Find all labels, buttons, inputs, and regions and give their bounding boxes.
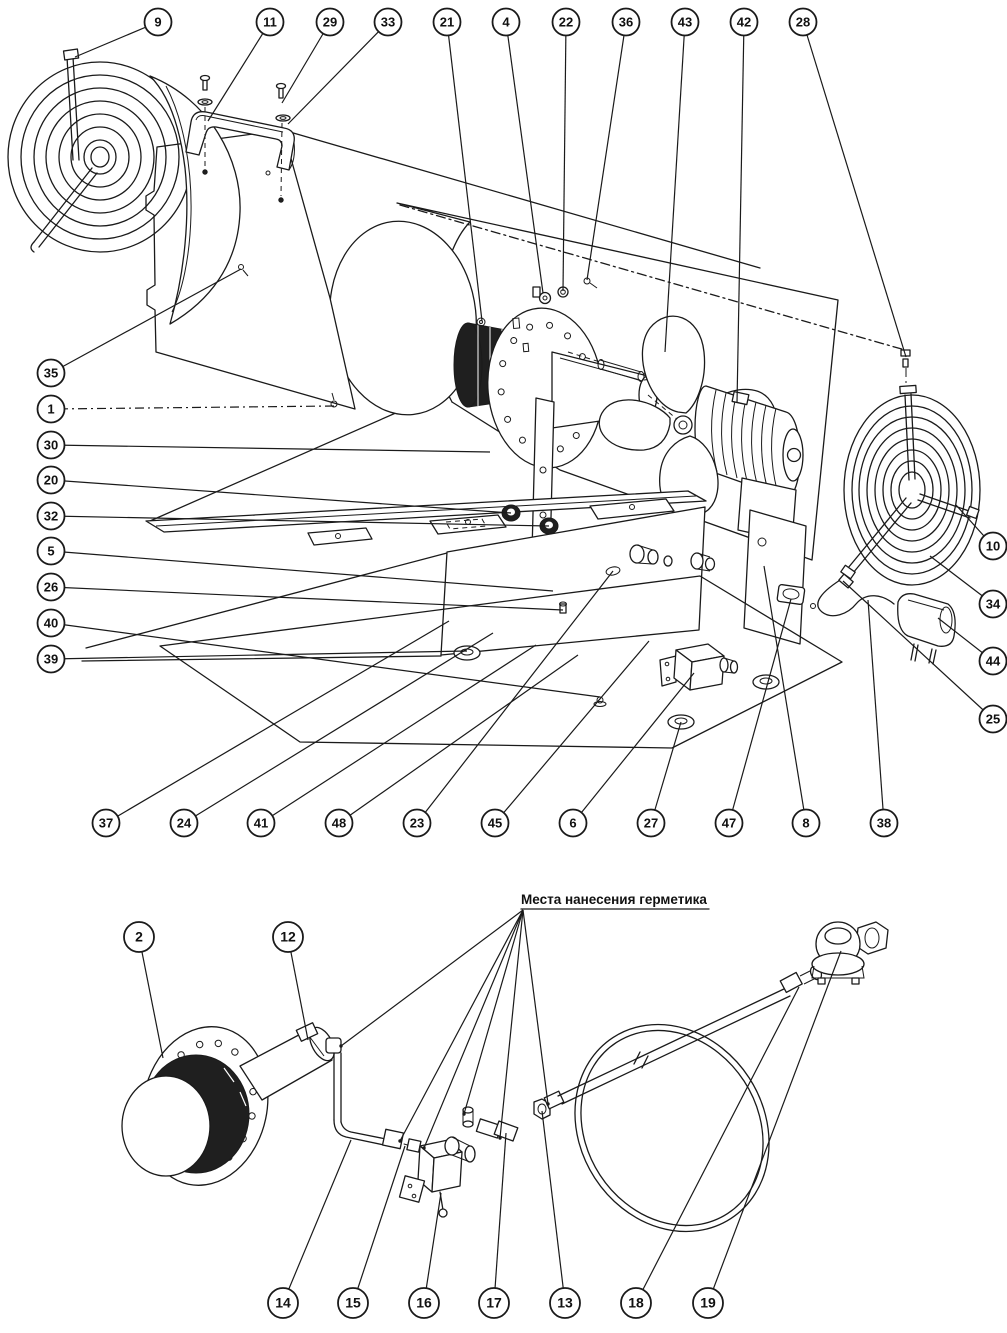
balloon-number-39: 39: [43, 651, 59, 667]
balloon-number-48: 48: [331, 815, 347, 831]
balloon-number-12: 12: [280, 928, 296, 945]
balloon-number-10: 10: [985, 538, 1001, 554]
balloon-27: [638, 722, 682, 837]
balloon-number-4: 4: [502, 14, 510, 30]
regulator-inlet-nut: [856, 922, 888, 954]
balloon-number-5: 5: [47, 543, 55, 559]
balloon-1: [38, 396, 335, 423]
balloon-6: [560, 673, 695, 837]
guard-retainer-clip: [64, 49, 79, 60]
balloon-number-37: 37: [98, 815, 114, 831]
balloon-number-2: 2: [135, 928, 143, 945]
gas-pipe: [334, 1053, 421, 1152]
gas-burner-assembly: [122, 1015, 339, 1197]
balloon-number-21: 21: [439, 14, 455, 30]
balloon-number-27: 27: [643, 815, 659, 831]
sealant-note: [521, 892, 709, 909]
gas-fittings-downstream: [463, 1091, 564, 1141]
balloon-44: [938, 618, 1007, 675]
balloon-29: [282, 9, 344, 104]
balloon-number-18: 18: [628, 1294, 644, 1311]
power-plug: [898, 594, 955, 664]
balloon-37: [93, 621, 450, 837]
balloon-number-11: 11: [263, 14, 277, 30]
balloon-number-35: 35: [43, 365, 59, 381]
balloon-number-13: 13: [557, 1294, 573, 1311]
balloon-19: [693, 951, 841, 1318]
balloon-2: [124, 922, 163, 1058]
balloon-41: [248, 645, 537, 837]
sealant-label: Места нанесения герметика: [521, 892, 707, 907]
gas-hose: [536, 987, 808, 1268]
balloon-33: [288, 9, 402, 125]
balloon-number-36: 36: [618, 14, 634, 30]
ignition-unit: [660, 644, 738, 690]
balloon-number-23: 23: [409, 815, 425, 831]
valve-stem-nut: [439, 1209, 447, 1217]
sealant-leaders: [339, 910, 549, 1150]
balloon-number-33: 33: [380, 14, 396, 30]
balloon-number-25: 25: [985, 711, 1001, 727]
balloon-number-34: 34: [985, 596, 1001, 612]
fan-hub: [674, 416, 692, 434]
balloon-9: [75, 9, 172, 58]
rubber-foot: [753, 675, 779, 689]
balloon-30: [38, 432, 491, 459]
rocker-switch: [777, 584, 805, 604]
rubber-foot: [454, 646, 480, 660]
balloon-number-20: 20: [43, 472, 59, 488]
balloon-number-42: 42: [736, 14, 752, 30]
balloon-13: [542, 1111, 580, 1318]
balloon-18: [621, 987, 799, 1318]
balloon-36: [587, 9, 640, 281]
balloon-number-9: 9: [154, 14, 162, 30]
balloon-45: [482, 641, 650, 837]
motor-terminal-box: [732, 392, 749, 405]
balloon-15: [338, 1146, 405, 1318]
balloon-number-19: 19: [700, 1294, 716, 1311]
balloon-11: [208, 9, 284, 122]
balloon-number-22: 22: [558, 14, 574, 30]
gland-plug: [664, 556, 672, 566]
balloon-number-26: 26: [43, 579, 59, 595]
balloon-number-6: 6: [569, 815, 577, 831]
pressure-regulator: [780, 922, 888, 992]
power-cord: [818, 574, 894, 616]
balloon-number-32: 32: [43, 508, 59, 524]
balloon-24: [171, 633, 494, 837]
balloon-number-28: 28: [795, 14, 811, 30]
rear-fan-guard: [841, 350, 980, 585]
balloon-number-8: 8: [802, 815, 810, 831]
balloon-number-45: 45: [487, 815, 503, 831]
balloon-38: [868, 600, 898, 837]
pipe-union: [383, 1129, 404, 1148]
balloon-number-17: 17: [486, 1294, 502, 1311]
balloon-14: [268, 1140, 351, 1318]
balloon-number-14: 14: [275, 1294, 291, 1311]
balloon-16: [409, 1193, 441, 1318]
balloon-12: [273, 922, 308, 1040]
valve-connector: [399, 1176, 424, 1202]
balloon-number-43: 43: [677, 14, 693, 30]
balloon-number-40: 40: [43, 615, 59, 631]
balloon-17: [479, 1133, 509, 1318]
balloon-number-15: 15: [345, 1294, 361, 1311]
balloon-number-1: 1: [47, 401, 55, 417]
balloon-number-44: 44: [985, 653, 1001, 669]
body-panel: [283, 130, 905, 560]
balloon-number-24: 24: [176, 815, 192, 831]
balloon-number-29: 29: [322, 14, 338, 30]
balloon-number-47: 47: [721, 815, 737, 831]
balloon-number-38: 38: [876, 815, 892, 831]
balloon-number-16: 16: [416, 1294, 432, 1311]
bolt-small: [560, 602, 567, 613]
balloon-number-41: 41: [253, 815, 269, 831]
balloon-number-30: 30: [43, 437, 59, 453]
